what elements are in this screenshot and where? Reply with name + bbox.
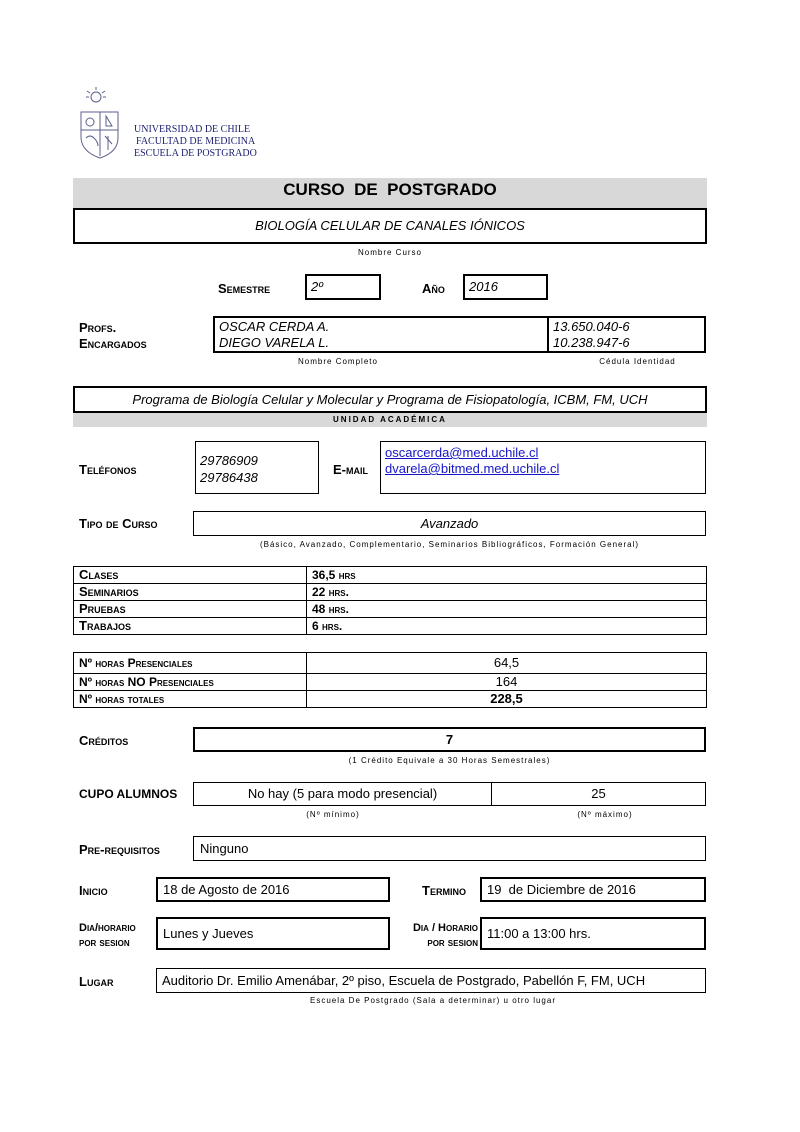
schedule-hours-value: 11:00 a 13:00 hrs.: [487, 926, 591, 941]
professors-ids-field: [547, 316, 706, 353]
table-row: [74, 674, 707, 691]
quota-max-value: 25: [591, 786, 606, 801]
prereq-value: Ninguno: [200, 841, 249, 856]
start-date-value: 18 de Agosto de 2016: [163, 882, 290, 897]
professor-id: 10.238.947-6: [553, 335, 630, 350]
end-date-field: [480, 877, 706, 902]
course-type-field: [193, 511, 706, 536]
year-label-text: Año: [422, 281, 445, 296]
professors-names-field: [213, 316, 549, 353]
hours-number: 6: [312, 619, 319, 633]
course-type-label-text: Tipo de Curso: [79, 516, 158, 531]
end-label: [422, 883, 466, 898]
hours-unit: hrs.: [328, 602, 349, 616]
table-row: [74, 691, 707, 708]
place-value: Auditorio Dr. Emilio Amenábar, 2º piso, Escuela de Postgrado, Pabellón F, FM, UCH: [162, 973, 646, 988]
place-label-text: Lugar: [79, 974, 114, 989]
professor-name: OSCAR CERDA A.: [219, 319, 330, 334]
credits-caption: (1 Crédito Equivale a 30 Horas Semestrales): [348, 756, 551, 765]
semester-label: [218, 281, 270, 296]
page-title: CURSO DE POSTGRADO: [283, 180, 497, 199]
total-value: 64,5: [307, 653, 707, 674]
phones-label-text: Teléfonos: [79, 462, 137, 477]
quota-min-caption: (Nº mínimo): [306, 810, 360, 819]
schedule-hours-label: [396, 921, 478, 951]
academic-unit: Programa de Biología Celular y Molecular y Programa de Fisiopatología, ICBM, FM, UCH: [132, 392, 648, 407]
phone-number: 29786438: [200, 470, 258, 485]
prereq-field: [193, 836, 706, 861]
hours-totals-table: [73, 652, 707, 708]
professors-label-line2: Encargados: [79, 336, 147, 351]
schedule-days-value: Lunes y Jueves: [163, 926, 254, 941]
schedule-hours-label-line1: Dia / Horario: [412, 922, 478, 934]
quota-min-value: No hay (5 para modo presencial): [247, 786, 438, 801]
total-label: Nº horas NO Presenciales: [74, 674, 307, 691]
quota-label: CUPO ALUMNOS: [79, 787, 178, 801]
email-label: [333, 462, 368, 477]
semester-value: 2º: [311, 279, 323, 294]
place-caption: Escuela De Postgrado (Sala a determinar) u otro lugar: [310, 996, 556, 1005]
hours-item-label: Clases: [74, 567, 307, 584]
phones-field: [195, 441, 319, 494]
table-row: [74, 653, 707, 674]
schedule-hours-label-line2: por sesion: [427, 937, 478, 949]
quota-min-field: [193, 782, 492, 806]
professors-label-line1: Profs.: [79, 320, 117, 335]
quota-max-caption: (Nº máximo): [577, 810, 633, 819]
hours-unit: hrs.: [322, 619, 343, 633]
academic-unit-field: [73, 386, 707, 413]
start-date-field: [156, 877, 390, 902]
hours-item-label: Pruebas: [74, 601, 307, 618]
quota-max-field: [491, 782, 706, 806]
hours-item-value: [307, 567, 707, 584]
end-label-text: Termino: [422, 883, 466, 898]
total-label: Nº horas totales: [74, 691, 307, 708]
professor-name: DIEGO VARELA L.: [219, 335, 330, 350]
professor-id: 13.650.040-6: [553, 319, 630, 334]
course-type-label: [79, 516, 158, 531]
semester-label-text: Semestre: [218, 281, 271, 296]
start-label: [79, 883, 108, 898]
professors-name-caption: Nombre Completo: [298, 357, 378, 366]
schedule-days-label-line1: Dia/horario: [79, 922, 136, 934]
phones-label: [79, 462, 136, 477]
course-type-value: Avanzado: [420, 516, 479, 531]
phone-number: 29786909: [200, 453, 258, 468]
course-type-caption: (Básico, Avanzado, Complementario, Seminarios Bibliográficos, Formación General): [259, 540, 640, 549]
schedule-days-label: [79, 921, 136, 951]
total-value: 164: [307, 674, 707, 691]
email-link[interactable]: dvarela@bitmed.med.uchile.cl: [385, 461, 560, 476]
hours-number: 22: [312, 585, 326, 599]
course-name-field: [73, 208, 707, 244]
semester-field: [305, 274, 381, 300]
credits-value: 7: [445, 732, 454, 747]
email-label-text: E-mail: [333, 462, 368, 477]
total-value: 228,5: [307, 691, 707, 708]
start-label-text: Inicio: [79, 883, 108, 898]
hours-item-label: Trabajos: [74, 618, 307, 635]
year-value: 2016: [469, 279, 498, 294]
prereq-label: [79, 842, 160, 857]
prereq-label-text: Pre-requisitos: [79, 842, 160, 857]
hours-breakdown-table: [73, 566, 707, 635]
hours-item-value: [307, 584, 707, 601]
course-name-caption: Nombre Curso: [357, 248, 422, 257]
hours-item-label: Seminarios: [74, 584, 307, 601]
table-row: [74, 584, 707, 601]
credits-label-text: Créditos: [79, 733, 129, 748]
hours-item-value: [307, 618, 707, 635]
professors-label: [79, 320, 147, 352]
faculty-name: FACULTAD DE MEDICINA: [136, 136, 256, 147]
university-name: UNIVERSIDAD DE CHILE: [134, 124, 251, 135]
university-header: [134, 124, 257, 160]
table-row: [74, 567, 707, 584]
credits-label: [79, 733, 128, 748]
year-field: [463, 274, 548, 300]
hours-unit: hrs: [338, 568, 356, 582]
schedule-hours-field: [480, 917, 706, 950]
total-label: Nº horas Presenciales: [74, 653, 307, 674]
email-link[interactable]: oscarcerda@med.uchile.cl: [385, 445, 539, 460]
place-label: [79, 974, 113, 989]
hours-unit: hrs.: [328, 585, 349, 599]
hours-item-value: [307, 601, 707, 618]
academic-unit-caption: UNIDAD ACADÉMICA: [333, 415, 447, 424]
place-field: [156, 968, 706, 993]
university-seal-logo: [78, 86, 126, 160]
schedule-days-field: [156, 917, 390, 950]
professors-id-caption: Cédula Identidad: [599, 357, 676, 366]
year-label: [422, 281, 445, 296]
end-date-value: 19 de Diciembre de 2016: [487, 882, 636, 897]
hours-number: 36,5: [312, 568, 336, 582]
schedule-days-label-line2: por sesion: [79, 937, 130, 949]
email-field: [380, 441, 706, 494]
table-row: [74, 618, 707, 635]
school-name: ESCUELA DE POSTGRADO: [134, 148, 257, 159]
credits-field: [193, 727, 706, 752]
table-row: [74, 601, 707, 618]
hours-number: 48: [312, 602, 326, 616]
course-name: BIOLOGÍA CELULAR DE CANALES IÓNICOS: [255, 218, 525, 233]
